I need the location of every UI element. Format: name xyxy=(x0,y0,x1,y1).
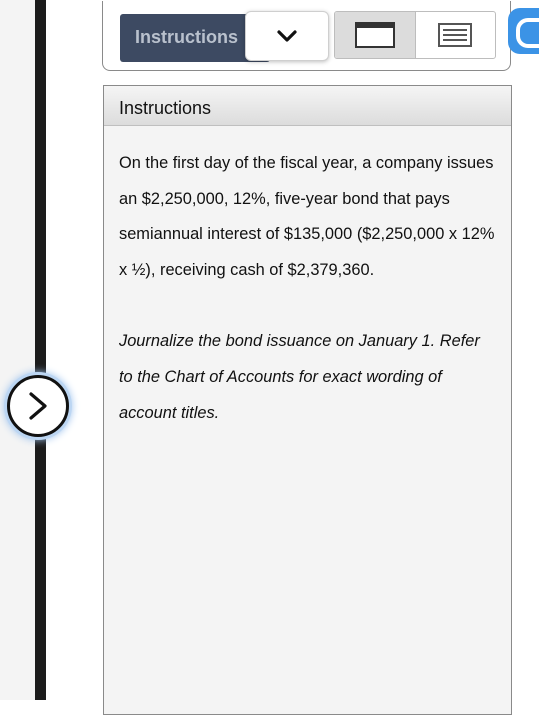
chevron-down-icon xyxy=(276,29,298,43)
left-divider-bar xyxy=(35,0,46,700)
panel-body xyxy=(104,126,511,431)
tab-dropdown-button[interactable] xyxy=(245,11,329,61)
list-view-icon xyxy=(437,22,473,48)
list-view-button[interactable] xyxy=(416,12,496,58)
toolbar xyxy=(102,1,511,71)
next-button[interactable] xyxy=(7,375,69,437)
instruction-paragraph: Journalize the bond issuance on January 1. Refer to the Chart of Accounts for exact wording of account titles. xyxy=(119,332,480,422)
headset-icon xyxy=(516,18,539,48)
view-toggle-group xyxy=(334,11,496,59)
panel-title: Instructions xyxy=(104,86,511,126)
problem-paragraph: On the first day of the fiscal year, a company issues an $2,250,000, 12%, five-year bond that pays semiannual interest of $135,000 ($2,250,000 x 12% x ½), receiving cash of $2,379,360. xyxy=(119,154,495,279)
tab-selector-label: Instructions xyxy=(135,27,239,47)
chevron-right-icon xyxy=(25,391,51,421)
single-window-icon xyxy=(354,21,396,49)
side-panel-tab[interactable] xyxy=(508,8,539,54)
single-window-view-button[interactable] xyxy=(335,12,416,58)
instructions-panel xyxy=(103,85,512,715)
left-gutter xyxy=(0,0,35,700)
